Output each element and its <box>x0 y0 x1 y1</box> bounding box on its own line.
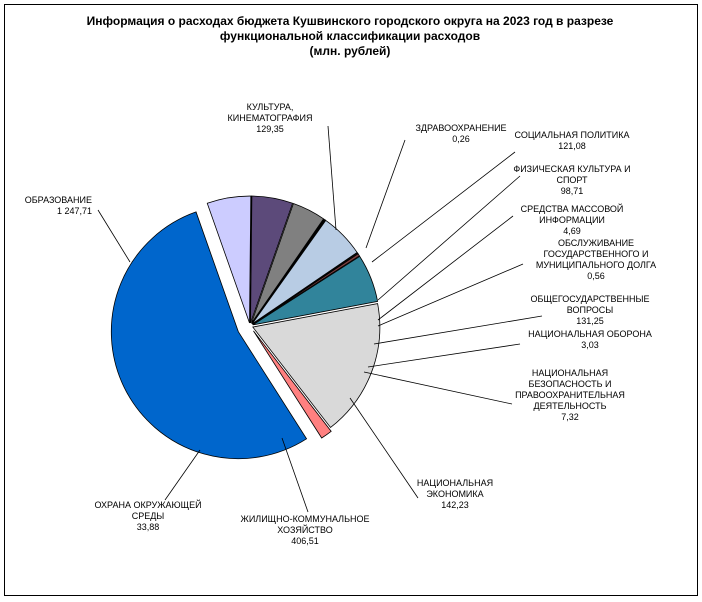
slice-value-2: 129,35 <box>256 124 284 134</box>
slice-label-11: ЭКОНОМИКА <box>426 489 484 499</box>
leader-line-1 <box>98 210 130 262</box>
slice-label-7: ОБСЛУЖИВАНИЕ <box>557 238 635 248</box>
leader-line-4 <box>372 152 515 262</box>
leader-line-8 <box>374 316 542 344</box>
chart-title-line-3: (млн. рублей) <box>309 44 391 58</box>
slice-label-13: ОХРАНА ОКРУЖАЮЩЕЙ <box>94 500 202 510</box>
slice-label-11: НАЦИОНАЛЬНАЯ <box>416 478 494 488</box>
slice-value-1: 1 247,71 <box>56 206 92 216</box>
leader-line-7 <box>378 264 523 326</box>
slice-label-2: КУЛЬТУРА, <box>246 102 294 112</box>
slice-label-12: ЖИЛИЩНО-КОММУНАЛЬНОЕ <box>240 514 370 524</box>
slice-label-10: БЕЗОПАСНОСТЬ И <box>528 379 612 389</box>
chart-title-line-2: функциональной классификации расходов <box>219 29 481 43</box>
slice-label-6: СРЕДСТВА МАССОВОЙ <box>520 204 624 214</box>
slice-value-8: 131,25 <box>576 316 604 326</box>
chart-title-line-1: Информация о расходах бюджета Кушвинского городского округа на 2023 год в разрезе <box>86 14 614 28</box>
slice-label-10: НАЦИОНАЛЬНАЯ <box>531 368 609 378</box>
slice-value-6: 4,69 <box>563 226 581 236</box>
slice-label-8: ВОПРОСЫ <box>566 305 614 315</box>
slice-value-13: 33,88 <box>136 522 160 532</box>
leader-line-9 <box>368 344 520 367</box>
slice-label-13: СРЕДЫ <box>131 511 165 521</box>
slice-label-2: КИНЕМАТОГРАФИЯ <box>227 113 313 123</box>
slice-label-7: МУНИЦИПАЛЬНОГО ДОЛГА <box>535 260 657 270</box>
leader-line-2 <box>328 126 336 230</box>
leader-line-3 <box>366 140 405 248</box>
slice-label-5: ФИЗИЧЕСКАЯ КУЛЬТУРА И <box>513 164 631 174</box>
slice-value-10: 7,32 <box>561 412 579 422</box>
slice-label-3: ЗДРАВООХРАНЕНИЕ <box>415 123 507 133</box>
slice-value-9: 3,03 <box>581 340 599 350</box>
slice-label-5: СПОРТ <box>556 175 588 185</box>
pie-slices <box>111 196 379 459</box>
slice-label-6: ИНФОРМАЦИИ <box>539 215 605 225</box>
leader-line-12 <box>282 438 308 512</box>
slice-label-1: ОБРАЗОВАНИЕ <box>24 195 92 205</box>
slice-label-10: ПРАВООХРАНИТЕЛЬНАЯ <box>515 390 625 400</box>
slice-label-8: ОБЩЕГОСУДАРСТВЕННЫЕ <box>530 294 650 304</box>
leader-line-6 <box>378 216 513 320</box>
slice-label-9: НАЦИОНАЛЬНАЯ ОБОРОНА <box>528 329 652 339</box>
slice-value-7: 0,56 <box>587 271 605 281</box>
slice-value-3: 0,26 <box>452 134 470 144</box>
leader-line-5 <box>378 176 520 300</box>
leader-line-11 <box>350 398 418 498</box>
slice-label-12: ХОЗЯЙСТВО <box>277 525 333 535</box>
slice-value-12: 406,51 <box>291 536 319 546</box>
slice-value-11: 142,23 <box>441 500 469 510</box>
slice-value-4: 121,08 <box>558 141 586 151</box>
slice-label-10: ДЕЯТЕЛЬНОСТЬ <box>533 401 607 411</box>
leader-line-13 <box>165 450 200 500</box>
slice-label-7: ГОСУДАРСТВЕННОГО И <box>543 249 649 259</box>
slice-value-5: 98,71 <box>560 186 584 196</box>
leader-line-10 <box>364 372 512 404</box>
slice-label-4: СОЦИАЛЬНАЯ ПОЛИТИКА <box>514 130 630 140</box>
